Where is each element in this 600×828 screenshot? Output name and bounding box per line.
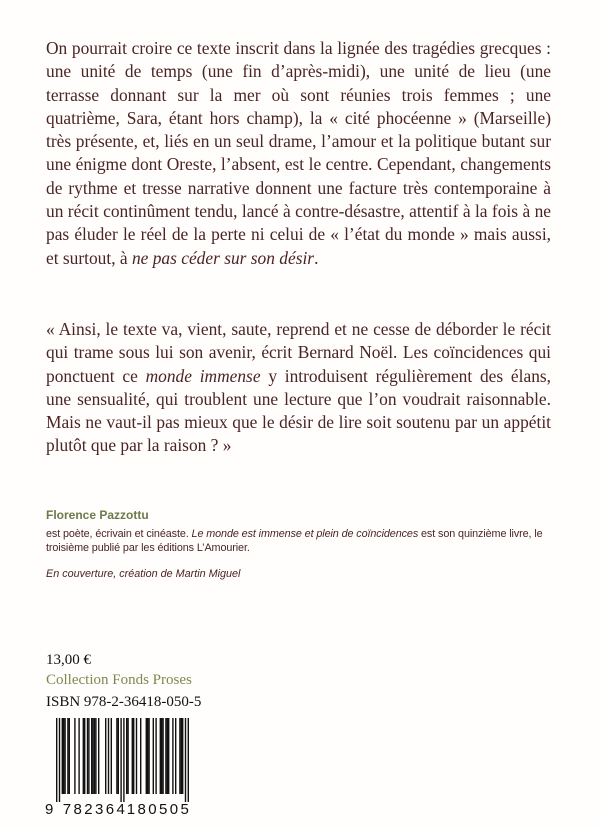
barcode-guard-bar bbox=[120, 718, 121, 802]
blurb-p2-text-a: « Ainsi, le texte va, vient, saute, reprend et ne cesse de déborder le récit qui trame sous lui son avenir, écrit Bernard Noël. Les coïncidences qui ponctuent ce bbox=[46, 319, 551, 386]
barcode-bar bbox=[181, 718, 182, 794]
barcode-bar bbox=[133, 718, 134, 794]
barcode-bar bbox=[175, 718, 176, 794]
barcode-bar bbox=[98, 718, 99, 794]
blurb-p1-end: . bbox=[314, 247, 319, 268]
author-bio bbox=[46, 527, 561, 555]
barcode-bar bbox=[83, 718, 84, 794]
barcode-bar bbox=[108, 718, 109, 794]
barcode-bar bbox=[105, 718, 106, 794]
author-name: Florence Pazzottu bbox=[46, 508, 149, 522]
blurb-p1-text: On pourrait croire ce texte inscrit dans la lignée des tragédies grecques : une unité de temps (une fin d’après-midi), une unité de lieu (une terrasse donnant sur la mer où sont réunies trois femmes ; une quatrième, Sara, étant hors champ), la « cité phocéenne » (Marseille) très présente, et, liés en un seul drame, l’amour et la politique butant sur une énigme dont Oreste, l’absent, est le centre. Cependant, changements de rythme et tresse narrative donnent une facture très contemporaine à un récit continûment tendu, lancé à contre-désastre, attentif à la fois à ne pas éluder le réel de la perte ni celui de « l’état du monde » mais aussi, et surtout, à bbox=[46, 38, 551, 268]
price: 13,00 € bbox=[46, 652, 91, 668]
barcode-bar bbox=[118, 718, 119, 794]
collection-name: Collection Fonds Proses bbox=[46, 672, 192, 688]
barcode-bar bbox=[160, 718, 161, 794]
barcode-bar bbox=[162, 718, 163, 794]
barcode-bar bbox=[87, 718, 88, 794]
barcode-left-group: 782364 bbox=[62, 801, 128, 818]
blurb-paragraph-2 bbox=[46, 318, 551, 458]
blurb-p2-text-b: y introduisent régulièrement des élans, une sensualité, qui troublent une lecture que l’on voudrait raisonnable. Mais ne vaut-il pas mieux que le désir de lire soit soutenu par un appétit plutôt que par la raison ? » bbox=[46, 365, 551, 456]
author-bio-text-a: est poète, écrivain et cinéaste. bbox=[46, 528, 192, 540]
author-bio-text-b: est son quinzième livre, le troisième publié par les éditions L’Amourier. bbox=[46, 528, 543, 554]
isbn: ISBN 978-2-36418-050-5 bbox=[46, 694, 202, 710]
isbn-barcode bbox=[42, 716, 222, 820]
barcode-bar bbox=[146, 718, 147, 794]
barcode-first-digit: 9 bbox=[45, 801, 54, 818]
barcode-bar bbox=[92, 718, 93, 794]
barcode-bar bbox=[111, 718, 112, 794]
barcode-bar bbox=[167, 718, 168, 794]
barcode-bar bbox=[140, 718, 141, 794]
barcode-bar bbox=[165, 718, 166, 794]
barcode-bar bbox=[136, 718, 137, 794]
blurb-paragraph-1 bbox=[46, 37, 551, 270]
barcode-bar bbox=[95, 718, 96, 794]
barcode-bar bbox=[91, 718, 92, 794]
barcode-bar bbox=[168, 718, 169, 794]
barcode-bar bbox=[155, 718, 156, 794]
barcode-bar bbox=[84, 718, 85, 794]
barcode-bar bbox=[63, 718, 64, 794]
barcode-bar bbox=[69, 718, 70, 794]
barcode-guard-bar bbox=[123, 718, 124, 802]
barcode-bar bbox=[67, 718, 68, 794]
barcode-bar bbox=[126, 718, 127, 794]
cover-credit: En couverture, création de Martin Miguel bbox=[46, 568, 241, 580]
barcode-bars bbox=[56, 718, 189, 802]
barcode-right-group: 180505 bbox=[126, 801, 192, 818]
barcode-bar bbox=[153, 718, 154, 794]
barcode-guard-bar bbox=[185, 718, 186, 802]
barcode-bar bbox=[127, 718, 128, 794]
barcode-bar bbox=[88, 718, 89, 794]
barcode-bar bbox=[148, 718, 149, 794]
barcode-guard-bar bbox=[59, 718, 60, 802]
barcode-bar bbox=[62, 718, 63, 794]
barcode-bar bbox=[172, 718, 173, 794]
barcode-guard-bar bbox=[56, 718, 57, 802]
barcode-bar bbox=[132, 718, 133, 794]
blurb-p1-emphasis: ne pas céder sur son désir bbox=[131, 247, 315, 268]
barcode-bar bbox=[94, 718, 95, 794]
barcode-bar bbox=[147, 718, 148, 794]
barcode-guard-bar bbox=[188, 718, 189, 802]
author-bio-book-title: Le monde est immense et plein de coïncidences bbox=[191, 528, 419, 540]
barcode-bar bbox=[161, 718, 162, 794]
barcode-bar bbox=[179, 718, 180, 794]
barcode-bar bbox=[74, 718, 75, 794]
blurb-p2-emphasis: monde immense bbox=[145, 365, 261, 386]
barcode-bar bbox=[78, 718, 79, 794]
barcode-bar bbox=[182, 718, 183, 794]
barcode-bar bbox=[64, 718, 65, 794]
barcode-bar bbox=[116, 718, 117, 794]
